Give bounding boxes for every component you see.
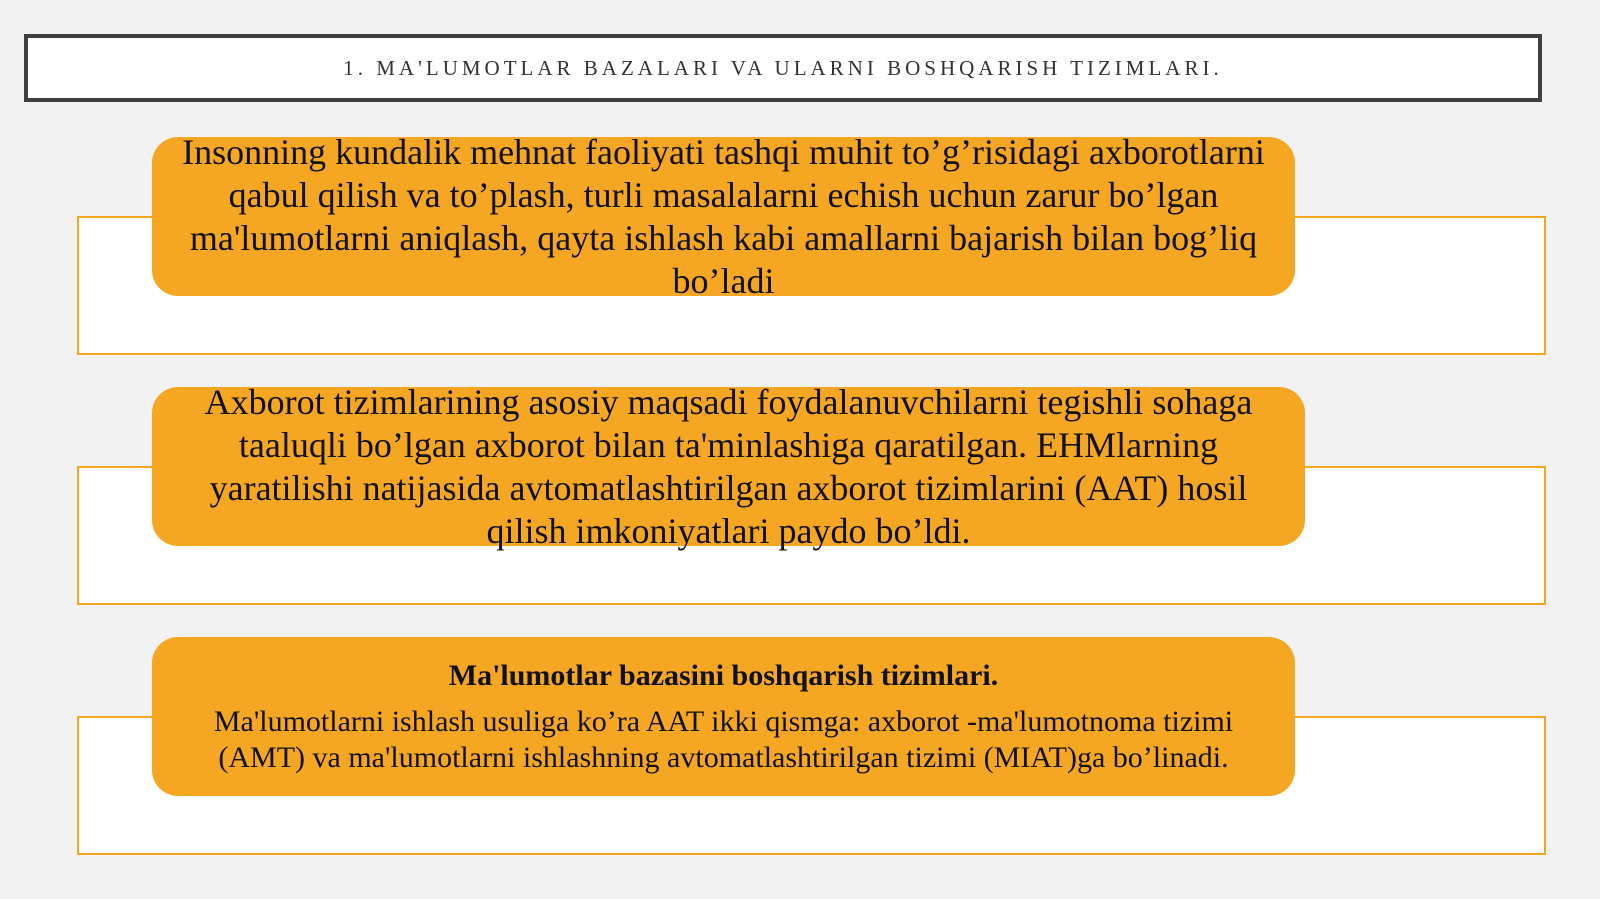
block-text-2: Axborot tizimlarining asosiy maqsadi foydalanuvchilarni tegishli sohaga taaluqli bo’lgan axborot bilan ta'minlashiga qaratilgan. EHMlarning yaratilishi natijasida avtomatlashtirilgan axborot tizimlarini (AAT) hosil qilish imkoniyatlari paydo bo’ldi. — [204, 381, 1253, 551]
slide-title-box — [24, 34, 1542, 102]
block-card-3 — [152, 637, 1295, 796]
block-card-1 — [152, 131, 1295, 301]
block-text-3: Ma'lumotlarni ishlash usuliga ko’ra AAT ikki qismga: axborot -ma'lumotnoma tizimi (AMT) va ma'lumotlarni ishlashning avtomatlashtirilgan tizimi (MIAT)ga bo’linadi. — [213, 704, 1234, 774]
block-card-2 — [152, 381, 1305, 551]
block-text-1: Insonning kundalik mehnat faoliyati tashqi muhit to’g’risidagi axborotlarni qabul qilish va to’plash, turli masalalarni echish uchun zarur bo’lgan ma'lumotlarni aniqlash, qayta ishlash kabi amallarni bajarish bilan bog’liq bo’ladi — [182, 131, 1265, 301]
block-heading-3: Ma'lumotlar bazasini boshqarish tizimlari. — [448, 658, 999, 692]
slide-title: 1. MA'LUMOTLAR BAZALARI VA ULARNI BOSHQARISH TIZIMLARI. — [343, 55, 1223, 80]
